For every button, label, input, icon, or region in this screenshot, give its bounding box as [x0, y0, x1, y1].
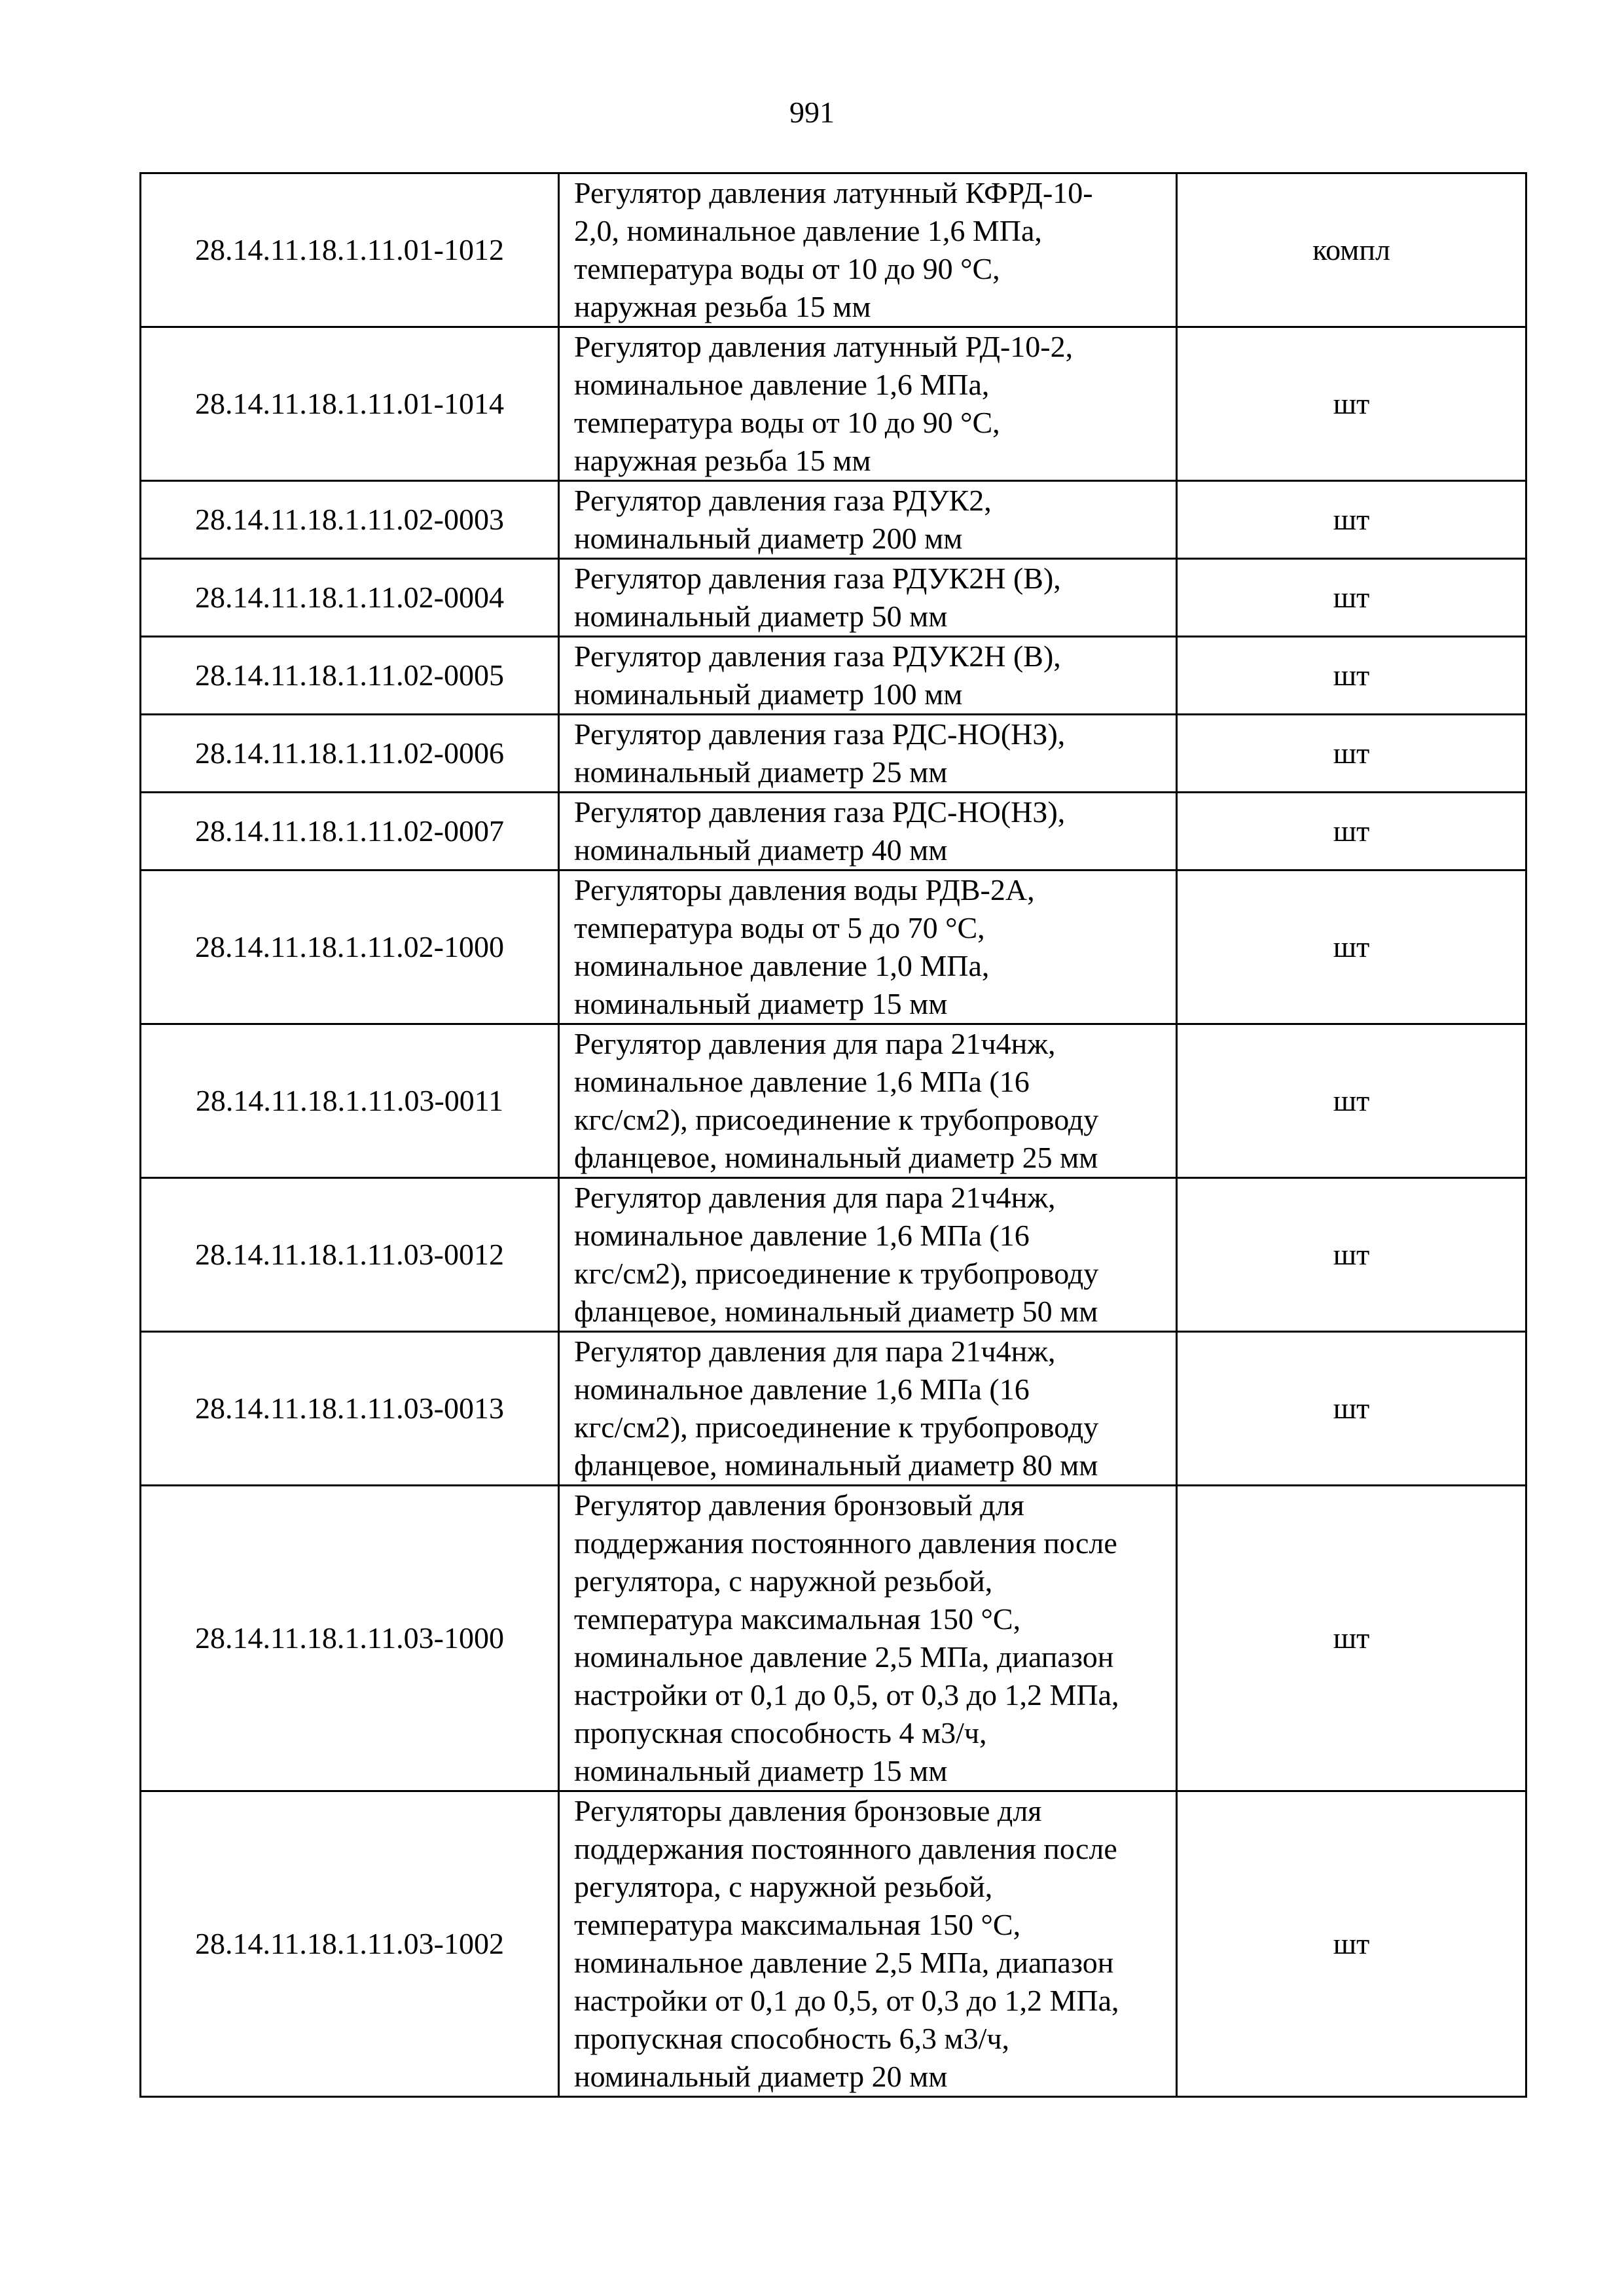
description-line: Регулятор давления для пара 21ч4нж,	[574, 1335, 1056, 1368]
description-line: номинальное давление 1,6 МПа (16	[574, 1065, 1030, 1098]
item-unit: шт	[1177, 481, 1526, 559]
item-description	[559, 793, 1177, 870]
item-description	[559, 327, 1177, 481]
item-code: 28.14.11.18.1.11.02-0006	[141, 715, 559, 793]
item-unit: шт	[1177, 1332, 1526, 1486]
description-line: номинальное давление 1,0 МПа,	[574, 949, 990, 982]
description-line: кгс/см2), присоединение к трубопроводу	[574, 1410, 1099, 1444]
item-description	[559, 173, 1177, 327]
description-line: Регулятор давления газа РДУК2,	[574, 484, 992, 517]
table-row	[141, 173, 1526, 327]
table-row	[141, 715, 1526, 793]
description-line: Регулятор давления газа РДУК2Н (В),	[574, 562, 1061, 595]
description-line: пропускная способность 4 м3/ч,	[574, 1716, 987, 1749]
description-line: Регулятор давления для пара 21ч4нж,	[574, 1027, 1056, 1060]
table-row	[141, 1791, 1526, 2097]
description-line: номинальный диаметр 20 мм	[574, 2060, 948, 2093]
item-unit: шт	[1177, 1791, 1526, 2097]
item-code: 28.14.11.18.1.11.03-0012	[141, 1178, 559, 1332]
description-line: регулятора, с наружной резьбой,	[574, 1870, 993, 1903]
item-code: 28.14.11.18.1.11.03-0013	[141, 1332, 559, 1486]
item-code: 28.14.11.18.1.11.02-0004	[141, 559, 559, 637]
item-unit: шт	[1177, 637, 1526, 715]
description-line: фланцевое, номинальный диаметр 80 мм	[574, 1448, 1098, 1482]
table-row	[141, 1332, 1526, 1486]
description-line: настройки от 0,1 до 0,5, от 0,3 до 1,2 МПа,	[574, 1678, 1119, 1712]
description-line: Регулятор давления газа РДС-НО(НЗ),	[574, 795, 1066, 829]
item-code: 28.14.11.18.1.11.03-0011	[141, 1024, 559, 1178]
item-code: 28.14.11.18.1.11.03-1000	[141, 1486, 559, 1791]
item-code: 28.14.11.18.1.11.03-1002	[141, 1791, 559, 2097]
description-line: температура воды от 10 до 90 °С,	[574, 252, 1000, 285]
description-line: номинальный диаметр 15 мм	[574, 987, 948, 1020]
description-line: Регулятор давления для пара 21ч4нж,	[574, 1181, 1056, 1214]
table-row	[141, 1486, 1526, 1791]
description-line: наружная резьба 15 мм	[574, 444, 871, 477]
description-line: номинальный диаметр 200 мм	[574, 522, 963, 555]
item-description	[559, 1024, 1177, 1178]
description-line: поддержания постоянного давления после	[574, 1526, 1117, 1560]
table-row	[141, 637, 1526, 715]
description-line: номинальное давление 2,5 МПа, диапазон	[574, 1946, 1114, 1979]
description-line: номинальный диаметр 100 мм	[574, 677, 963, 711]
item-code: 28.14.11.18.1.11.02-1000	[141, 870, 559, 1024]
item-description	[559, 1332, 1177, 1486]
description-line: наружная резьба 15 мм	[574, 290, 871, 323]
description-line: Регуляторы давления воды РДВ-2А,	[574, 873, 1035, 906]
description-line: пропускная способность 6,3 м3/ч,	[574, 2022, 1009, 2055]
item-description	[559, 559, 1177, 637]
item-unit: шт	[1177, 327, 1526, 481]
description-line: Регулятор давления бронзовый для	[574, 1488, 1024, 1522]
description-line: настройки от 0,1 до 0,5, от 0,3 до 1,2 МПа,	[574, 1984, 1119, 2017]
description-line: кгс/см2), присоединение к трубопроводу	[574, 1103, 1099, 1136]
item-code: 28.14.11.18.1.11.02-0007	[141, 793, 559, 870]
description-line: фланцевое, номинальный диаметр 25 мм	[574, 1141, 1098, 1174]
item-unit: шт	[1177, 715, 1526, 793]
description-line: температура максимальная 150 °С,	[574, 1602, 1021, 1636]
table-row	[141, 793, 1526, 870]
table-row	[141, 870, 1526, 1024]
description-line: температура воды от 5 до 70 °С,	[574, 911, 985, 944]
description-line: Регулятор давления газа РДУК2Н (В),	[574, 639, 1061, 673]
item-code: 28.14.11.18.1.11.01-1012	[141, 173, 559, 327]
item-description	[559, 481, 1177, 559]
item-description	[559, 1486, 1177, 1791]
description-line: номинальный диаметр 50 мм	[574, 600, 948, 633]
items-table	[139, 172, 1527, 2098]
item-unit: шт	[1177, 793, 1526, 870]
item-description	[559, 1178, 1177, 1332]
item-code: 28.14.11.18.1.11.02-0003	[141, 481, 559, 559]
table-row	[141, 1024, 1526, 1178]
description-line: температура воды от 10 до 90 °С,	[574, 406, 1000, 439]
item-description	[559, 715, 1177, 793]
item-code: 28.14.11.18.1.11.02-0005	[141, 637, 559, 715]
description-line: кгс/см2), присоединение к трубопроводу	[574, 1257, 1099, 1290]
item-unit: шт	[1177, 1024, 1526, 1178]
description-line: температура максимальная 150 °С,	[574, 1908, 1021, 1941]
table-body	[141, 173, 1526, 2097]
item-code: 28.14.11.18.1.11.01-1014	[141, 327, 559, 481]
description-line: Регулятор давления газа РДС-НО(НЗ),	[574, 717, 1066, 751]
description-line: номинальный диаметр 25 мм	[574, 755, 948, 789]
description-line: Регулятор давления латунный КФРД-10-	[574, 176, 1093, 209]
item-description	[559, 1791, 1177, 2097]
description-line: регулятора, с наружной резьбой,	[574, 1564, 993, 1598]
item-unit: шт	[1177, 1486, 1526, 1791]
description-line: номинальное давление 1,6 МПа (16	[574, 1372, 1030, 1406]
description-line: поддержания постоянного давления после	[574, 1832, 1117, 1865]
description-line: фланцевое, номинальный диаметр 50 мм	[574, 1295, 1098, 1328]
description-line: 2,0, номинальное давление 1,6 МПа,	[574, 214, 1042, 247]
description-line: номинальный диаметр 15 мм	[574, 1754, 948, 1787]
table-row	[141, 559, 1526, 637]
item-description	[559, 637, 1177, 715]
item-unit: шт	[1177, 559, 1526, 637]
item-unit: шт	[1177, 870, 1526, 1024]
table-row	[141, 1178, 1526, 1332]
description-line: номинальное давление 1,6 МПа (16	[574, 1219, 1030, 1252]
description-line: номинальное давление 1,6 МПа,	[574, 368, 990, 401]
item-unit: шт	[1177, 1178, 1526, 1332]
item-unit: компл	[1177, 173, 1526, 327]
item-description	[559, 870, 1177, 1024]
page-number: 991	[789, 96, 835, 129]
description-line: Регуляторы давления бронзовые для	[574, 1794, 1042, 1827]
description-line: Регулятор давления латунный РД-10-2,	[574, 330, 1074, 363]
table-row	[141, 481, 1526, 559]
table-row	[141, 327, 1526, 481]
description-line: номинальный диаметр 40 мм	[574, 833, 948, 867]
description-line: номинальное давление 2,5 МПа, диапазон	[574, 1640, 1114, 1674]
